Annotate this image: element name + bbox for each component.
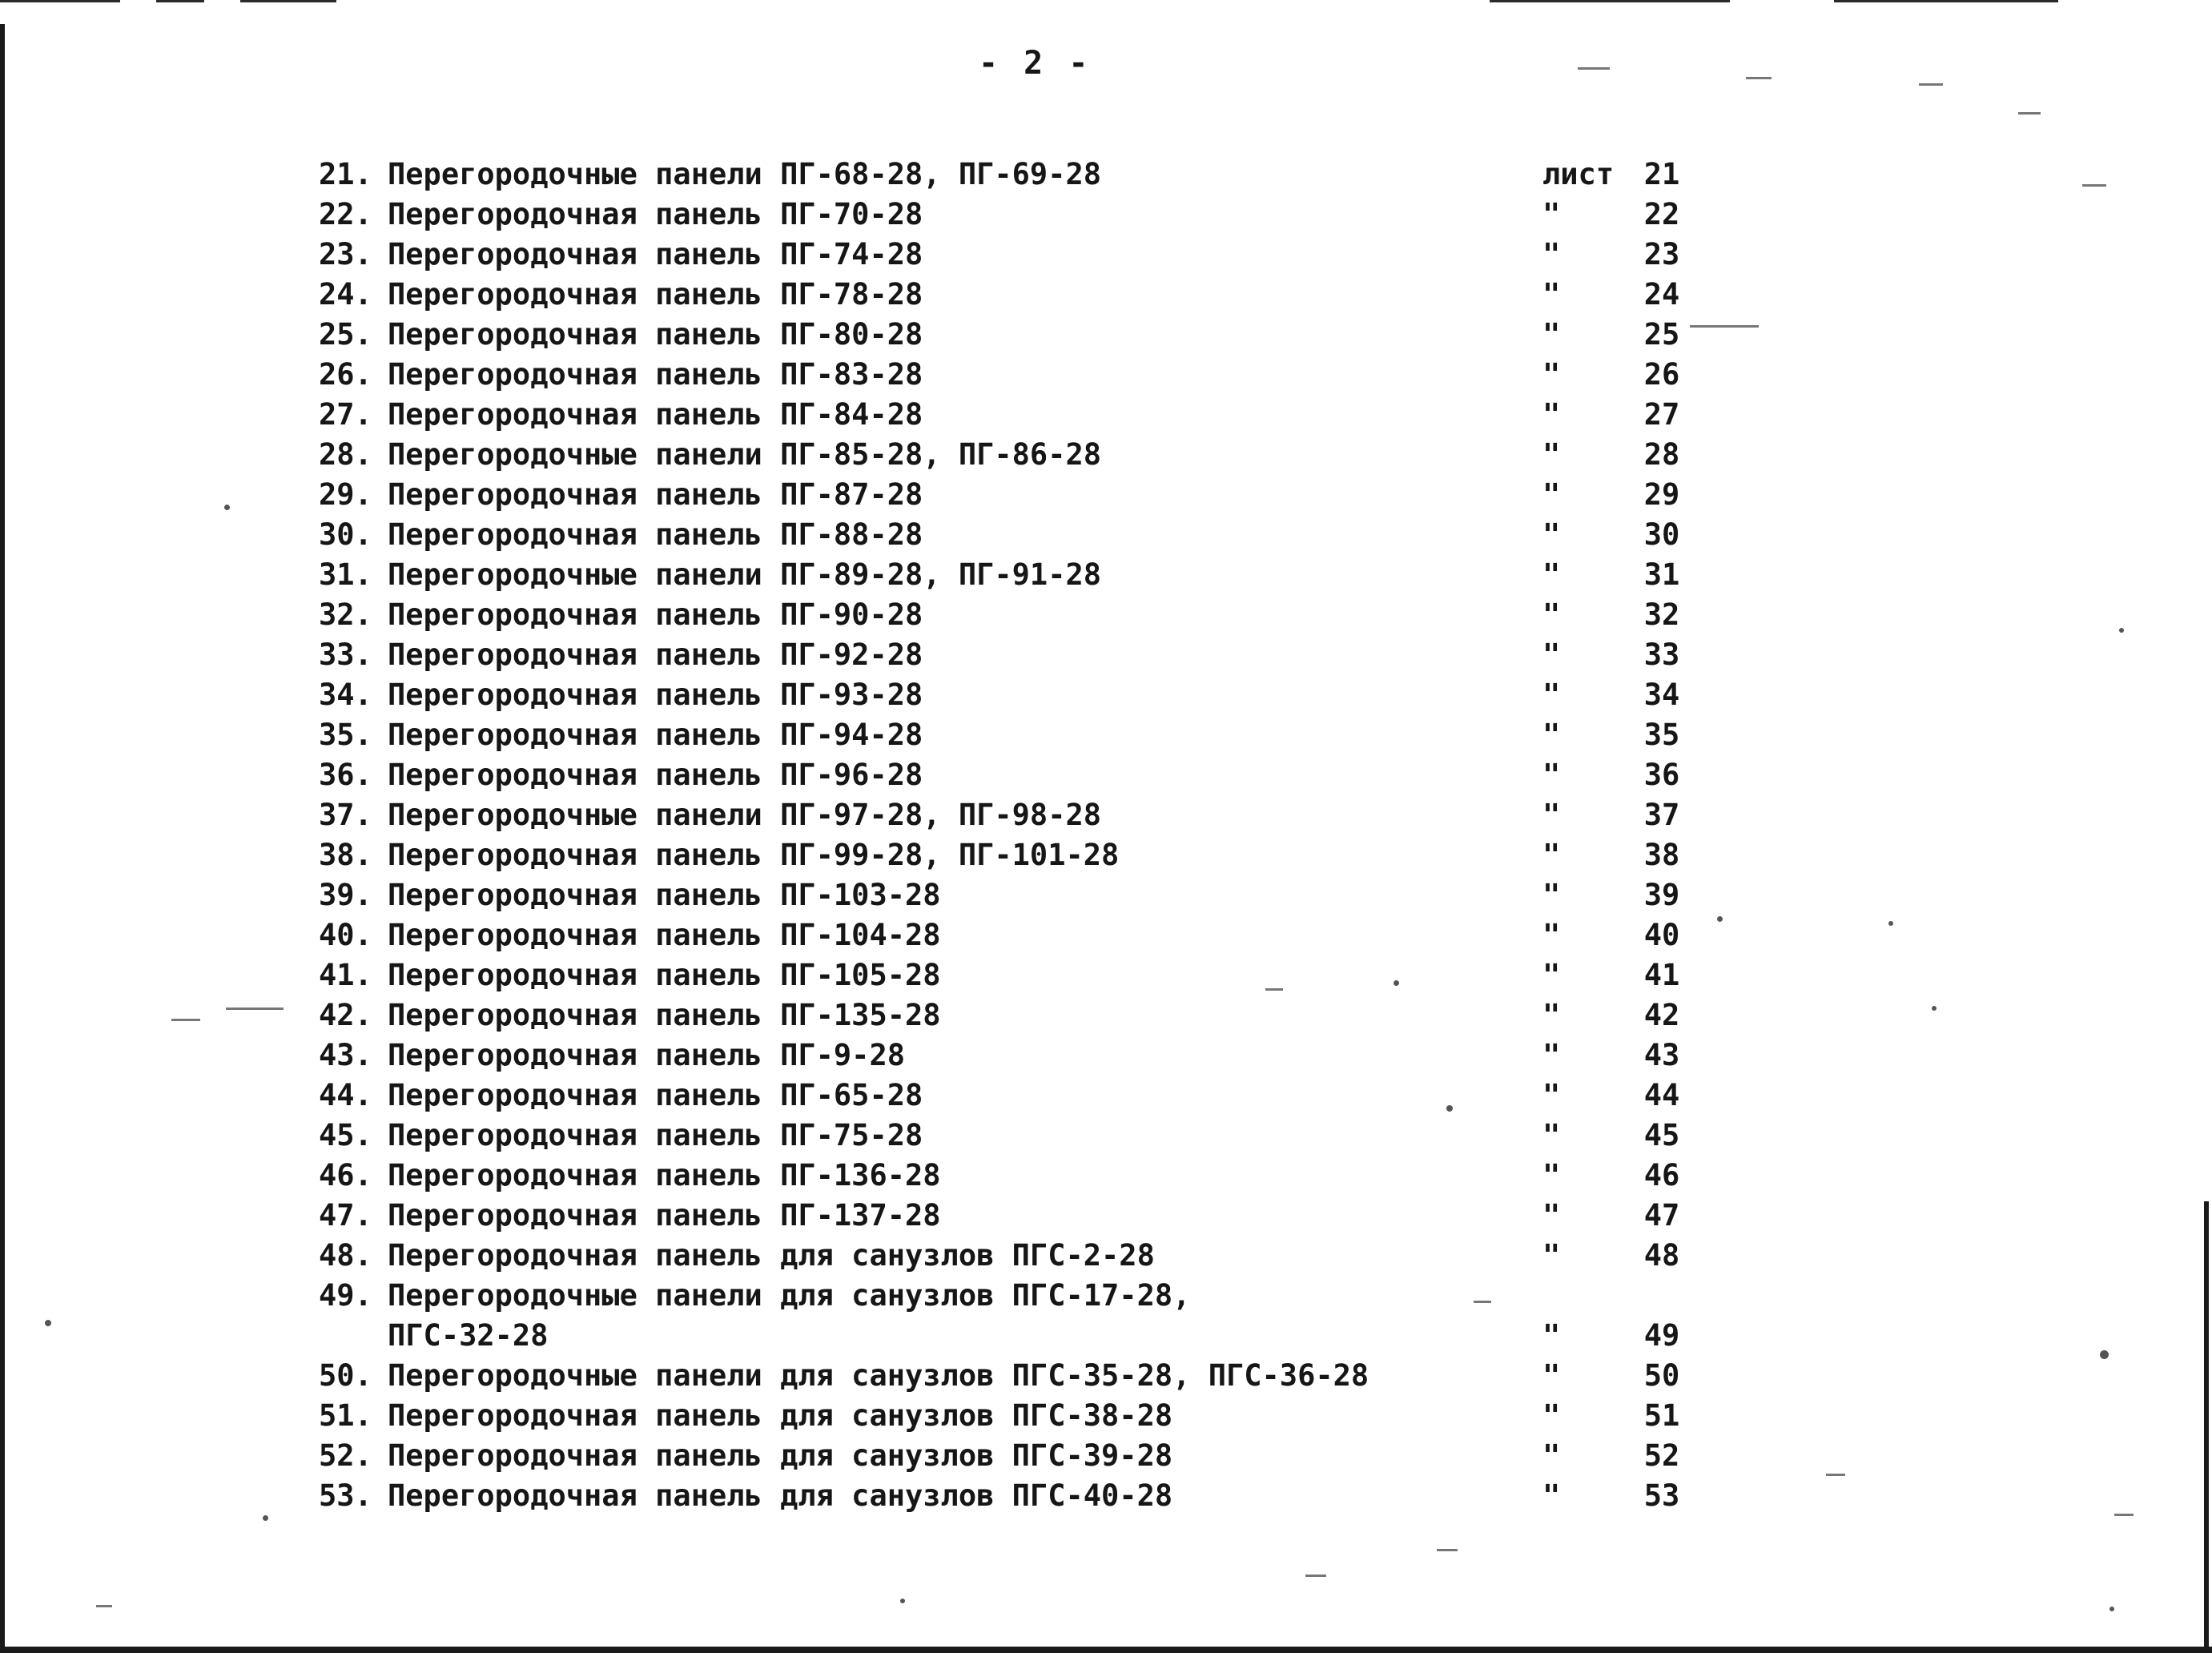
item-title: Перегородочные панели для санузлов ПГС-17-28, bbox=[388, 1278, 1191, 1313]
ditto-mark: " bbox=[1542, 1118, 1561, 1152]
item-title: Перегородочная панель ПГ-83-28 bbox=[388, 357, 923, 392]
page-frame-bottom bbox=[0, 1647, 2212, 1653]
item-number: 21. bbox=[319, 157, 372, 191]
sheet-number: 40 bbox=[1643, 918, 1680, 952]
sheet-number: 26 bbox=[1643, 357, 1680, 392]
item-title: Перегородочная панель для санузлов ПГС-39-28 bbox=[388, 1438, 1173, 1473]
item-title: ПГС-32-28 bbox=[388, 1318, 549, 1353]
scan-dash bbox=[1265, 988, 1283, 991]
list-item bbox=[0, 758, 2212, 798]
item-title: Перегородочная панель ПГ-74-28 bbox=[388, 237, 923, 271]
item-title: Перегородочная панель ПГ-80-28 bbox=[388, 317, 923, 352]
item-number: 35. bbox=[319, 718, 372, 752]
item-number: 39. bbox=[319, 878, 372, 912]
item-number: 31. bbox=[319, 557, 372, 592]
item-number: 48. bbox=[319, 1238, 372, 1273]
top-edge-line bbox=[156, 0, 204, 2]
sheet-number: 36 bbox=[1643, 758, 1680, 792]
ditto-mark: " bbox=[1542, 1238, 1561, 1273]
ditto-mark: " bbox=[1542, 758, 1561, 792]
sheet-number: 41 bbox=[1643, 958, 1680, 992]
sheet-number: 45 bbox=[1643, 1118, 1680, 1152]
sheet-number: 23 bbox=[1643, 237, 1680, 271]
item-number: 33. bbox=[319, 637, 372, 672]
item-number: 30. bbox=[319, 517, 372, 552]
item-number: 40. bbox=[319, 918, 372, 952]
list-item bbox=[0, 637, 2212, 678]
item-number: 49. bbox=[319, 1278, 372, 1313]
ditto-mark: " bbox=[1542, 1158, 1561, 1192]
item-title: Перегородочная панель ПГ-137-28 bbox=[388, 1198, 941, 1233]
ditto-mark: " bbox=[1542, 277, 1561, 312]
list-item bbox=[0, 1358, 2212, 1398]
ditto-mark: " bbox=[1542, 1478, 1561, 1513]
scan-dash bbox=[226, 1007, 284, 1010]
sheet-number: 32 bbox=[1643, 597, 1680, 632]
item-title: Перегородочная панель ПГ-105-28 bbox=[388, 958, 941, 992]
item-number: 37. bbox=[319, 798, 372, 832]
ditto-mark: " bbox=[1542, 557, 1561, 592]
scan-speck bbox=[2100, 1350, 2109, 1359]
top-edge-line bbox=[1490, 0, 1730, 2]
list-item bbox=[0, 437, 2212, 477]
list-item bbox=[0, 1278, 2212, 1318]
list-item bbox=[0, 277, 2212, 317]
list-item bbox=[0, 317, 2212, 357]
ditto-mark: " bbox=[1542, 718, 1561, 752]
item-title: Перегородочная панель для санузлов ПГС-38-28 bbox=[388, 1398, 1173, 1433]
item-title: Перегородочная панель ПГ-65-28 bbox=[388, 1078, 923, 1112]
scan-speck bbox=[263, 1515, 268, 1521]
scan-speck bbox=[2109, 1607, 2114, 1611]
list-item bbox=[0, 157, 2212, 197]
item-number: 26. bbox=[319, 357, 372, 392]
list-item bbox=[0, 397, 2212, 437]
ditto-mark: " bbox=[1542, 597, 1561, 632]
item-title: Перегородочная панель ПГ-92-28 bbox=[388, 637, 923, 672]
ditto-mark: " bbox=[1542, 998, 1561, 1032]
list-item bbox=[0, 1038, 2212, 1078]
ditto-mark: " bbox=[1542, 1398, 1561, 1433]
sheet-number: 50 bbox=[1643, 1358, 1680, 1393]
item-title: Перегородочная панель ПГ-84-28 bbox=[388, 397, 923, 432]
ditto-mark: " bbox=[1542, 517, 1561, 552]
scan-speck bbox=[2119, 628, 2124, 633]
item-number: 44. bbox=[319, 1078, 372, 1112]
list-item bbox=[0, 597, 2212, 637]
item-number: 24. bbox=[319, 277, 372, 312]
scan-dash bbox=[2018, 112, 2041, 115]
ditto-mark: " bbox=[1542, 918, 1561, 952]
ditto-mark: " bbox=[1542, 397, 1561, 432]
item-title: Перегородочные панели ПГ-89-28, ПГ-91-28 bbox=[388, 557, 1102, 592]
list-item bbox=[0, 998, 2212, 1038]
item-title: Перегородочные панели ПГ-85-28, ПГ-86-28 bbox=[388, 437, 1102, 472]
sheet-number: 29 bbox=[1643, 477, 1680, 512]
ditto-mark: " bbox=[1542, 1038, 1561, 1072]
ditto-mark: " bbox=[1542, 357, 1561, 392]
item-number: 34. bbox=[319, 678, 372, 712]
ditto-mark: " bbox=[1542, 1078, 1561, 1112]
list-item bbox=[0, 678, 2212, 718]
ditto-mark: " bbox=[1542, 958, 1561, 992]
item-title: Перегородочная панель ПГ-9-28 bbox=[388, 1038, 906, 1072]
list-item bbox=[0, 798, 2212, 838]
ditto-mark: " bbox=[1542, 317, 1561, 352]
item-title: Перегородочная панель для санузлов ПГС-2-28 bbox=[388, 1238, 1155, 1273]
item-number: 45. bbox=[319, 1118, 372, 1152]
item-title: Перегородочная панель ПГ-70-28 bbox=[388, 197, 923, 231]
item-title: Перегородочная панель ПГ-99-28, ПГ-101-28 bbox=[388, 838, 1120, 872]
item-title: Перегородочные панели ПГ-68-28, ПГ-69-28 bbox=[388, 157, 1102, 191]
item-title: Перегородочная панель ПГ-96-28 bbox=[388, 758, 923, 792]
scan-dash bbox=[1305, 1575, 1326, 1577]
ditto-mark: " bbox=[1542, 878, 1561, 912]
scan-speck bbox=[224, 505, 230, 510]
sheet-number: 53 bbox=[1643, 1478, 1680, 1513]
scan-dash bbox=[1690, 325, 1759, 328]
sheet-number: 33 bbox=[1643, 637, 1680, 672]
scan-speck bbox=[1888, 921, 1893, 926]
sheet-number: 27 bbox=[1643, 397, 1680, 432]
sheet-number: 31 bbox=[1643, 557, 1680, 592]
sheet-label: лист bbox=[1542, 157, 1615, 191]
sheet-number: 24 bbox=[1643, 277, 1680, 312]
scan-dash bbox=[2082, 184, 2106, 187]
item-title: Перегородочная панель ПГ-94-28 bbox=[388, 718, 923, 752]
scan-speck bbox=[900, 1599, 905, 1603]
list-item bbox=[0, 838, 2212, 878]
item-number: 28. bbox=[319, 437, 372, 472]
list-item bbox=[0, 1318, 2212, 1358]
list-item bbox=[0, 557, 2212, 597]
item-title: Перегородочная панель ПГ-135-28 bbox=[388, 998, 941, 1032]
item-title: Перегородочная панель ПГ-104-28 bbox=[388, 918, 941, 952]
sheet-number: 47 bbox=[1643, 1198, 1680, 1233]
ditto-mark: " bbox=[1542, 678, 1561, 712]
list-item bbox=[0, 237, 2212, 277]
item-number: 52. bbox=[319, 1438, 372, 1473]
list-item bbox=[0, 1438, 2212, 1478]
item-title: Перегородочная панель ПГ-136-28 bbox=[388, 1158, 941, 1192]
item-number: 46. bbox=[319, 1158, 372, 1192]
list-item bbox=[0, 517, 2212, 557]
top-edge-line bbox=[1834, 0, 2058, 2]
item-title: Перегородочная панель ПГ-88-28 bbox=[388, 517, 923, 552]
list-item bbox=[0, 1078, 2212, 1118]
list-item bbox=[0, 1118, 2212, 1158]
ditto-mark: " bbox=[1542, 437, 1561, 472]
scan-dash bbox=[1474, 1301, 1491, 1303]
item-number: 36. bbox=[319, 758, 372, 792]
sheet-number: 35 bbox=[1643, 718, 1680, 752]
item-number: 41. bbox=[319, 958, 372, 992]
scan-speck bbox=[1446, 1105, 1453, 1112]
item-title: Перегородочная панель ПГ-93-28 bbox=[388, 678, 923, 712]
sheet-number: 22 bbox=[1643, 197, 1680, 231]
scan-dash bbox=[1826, 1474, 1845, 1476]
sheet-number: 30 bbox=[1643, 517, 1680, 552]
item-number: 29. bbox=[319, 477, 372, 512]
list-item bbox=[0, 197, 2212, 237]
ditto-mark: " bbox=[1542, 1318, 1561, 1353]
ditto-mark: " bbox=[1542, 838, 1561, 872]
sheet-number: 37 bbox=[1643, 798, 1680, 832]
ditto-mark: " bbox=[1542, 1358, 1561, 1393]
sheet-number: 42 bbox=[1643, 998, 1680, 1032]
top-edge-line bbox=[0, 0, 120, 2]
ditto-mark: " bbox=[1542, 637, 1561, 672]
scan-speck bbox=[1717, 916, 1723, 922]
ditto-mark: " bbox=[1542, 197, 1561, 231]
item-number: 25. bbox=[319, 317, 372, 352]
item-number: 43. bbox=[319, 1038, 372, 1072]
top-edge-line bbox=[240, 0, 336, 2]
sheet-number: 52 bbox=[1643, 1438, 1680, 1473]
sheet-number: 21 bbox=[1643, 157, 1680, 191]
item-title: Перегородочная панель для санузлов ПГС-40-28 bbox=[388, 1478, 1173, 1513]
item-number: 50. bbox=[319, 1358, 372, 1393]
item-number: 32. bbox=[319, 597, 372, 632]
item-number: 27. bbox=[319, 397, 372, 432]
list-item bbox=[0, 1158, 2212, 1198]
scan-dash bbox=[171, 1019, 200, 1021]
list-item bbox=[0, 958, 2212, 998]
sheet-number: 51 bbox=[1643, 1398, 1680, 1433]
scan-speck bbox=[1394, 980, 1399, 986]
list-item bbox=[0, 1398, 2212, 1438]
ditto-mark: " bbox=[1542, 477, 1561, 512]
item-number: 38. bbox=[319, 838, 372, 872]
list-item bbox=[0, 357, 2212, 397]
scan-dash bbox=[2114, 1514, 2134, 1516]
sheet-number: 39 bbox=[1643, 878, 1680, 912]
sheet-number: 44 bbox=[1643, 1078, 1680, 1112]
item-number: 47. bbox=[319, 1198, 372, 1233]
item-title: Перегородочная панель ПГ-103-28 bbox=[388, 878, 941, 912]
scan-dash bbox=[1746, 77, 1772, 79]
item-title: Перегородочная панель ПГ-87-28 bbox=[388, 477, 923, 512]
scan-speck bbox=[45, 1320, 51, 1326]
item-title: Перегородочная панель ПГ-78-28 bbox=[388, 277, 923, 312]
list-item bbox=[0, 1478, 2212, 1518]
item-number: 42. bbox=[319, 998, 372, 1032]
sheet-number: 34 bbox=[1643, 678, 1680, 712]
sheet-number: 28 bbox=[1643, 437, 1680, 472]
list-item bbox=[0, 718, 2212, 758]
sheet-number: 43 bbox=[1643, 1038, 1680, 1072]
list-item bbox=[0, 878, 2212, 918]
ditto-mark: " bbox=[1542, 1438, 1561, 1473]
item-number: 22. bbox=[319, 197, 372, 231]
item-number: 23. bbox=[319, 237, 372, 271]
sheet-number: 38 bbox=[1643, 838, 1680, 872]
sheet-number: 46 bbox=[1643, 1158, 1680, 1192]
ditto-mark: " bbox=[1542, 1198, 1561, 1233]
ditto-mark: " bbox=[1542, 237, 1561, 271]
sheet-number: 25 bbox=[1643, 317, 1680, 352]
list-item bbox=[0, 1238, 2212, 1278]
scan-speck bbox=[1932, 1006, 1937, 1011]
item-title: Перегородочные панели для санузлов ПГС-35-28, ПГС-36-28 bbox=[388, 1358, 1369, 1393]
page-number: - 2 - bbox=[979, 45, 1092, 82]
scan-dash bbox=[1437, 1549, 1458, 1551]
list-item bbox=[0, 477, 2212, 517]
scan-dash bbox=[1919, 83, 1943, 86]
list-item bbox=[0, 1198, 2212, 1238]
item-number: 51. bbox=[319, 1398, 372, 1433]
sheet-number: 48 bbox=[1643, 1238, 1680, 1273]
sheet-number: 49 bbox=[1643, 1318, 1680, 1353]
scan-dash bbox=[96, 1605, 112, 1607]
item-number: 53. bbox=[319, 1478, 372, 1513]
item-title: Перегородочная панель ПГ-75-28 bbox=[388, 1118, 923, 1152]
item-title: Перегородочная панель ПГ-90-28 bbox=[388, 597, 923, 632]
list-item bbox=[0, 918, 2212, 958]
scan-dash bbox=[1578, 67, 1610, 70]
item-title: Перегородочные панели ПГ-97-28, ПГ-98-28 bbox=[388, 798, 1102, 832]
ditto-mark: " bbox=[1542, 798, 1561, 832]
